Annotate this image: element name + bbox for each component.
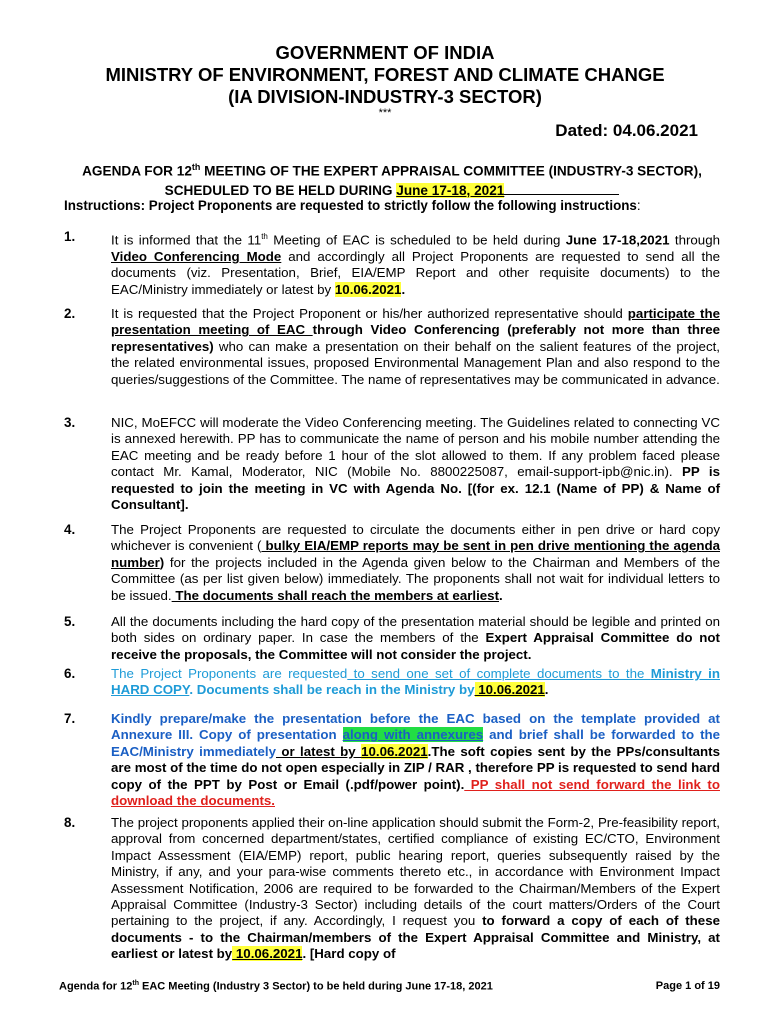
item-vc-note: through Video Conferencing (preferably not more than three representatives) (111, 322, 720, 354)
item-text (111, 415, 720, 513)
item-annexures: along with annexures (342, 727, 484, 743)
item-text-part: It is requested that the Project Proponent or his/her authorized representative should (111, 306, 628, 321)
page-number: Page 1 of 19 (655, 980, 720, 992)
header-government: GOVERNMENT OF INDIA (275, 42, 495, 63)
header-division: (IA DIVISION-INDUSTRY-3 SECTOR) (228, 86, 542, 107)
item-text (111, 815, 720, 963)
instructions-colon: : (636, 198, 641, 213)
item-text (111, 522, 720, 604)
item-text (111, 306, 720, 388)
item-text-part: ) (159, 554, 165, 570)
footer-title-pre: Agenda for 12 (59, 980, 133, 993)
document-date: Dated: 04.06.2021 (555, 121, 698, 140)
item-text-part: . (401, 281, 406, 297)
item-pen-drive-note: bulky EIA/EMP reports may be sent in pen drive mentioning the agenda number (111, 538, 720, 570)
item-text-part: . (302, 946, 307, 962)
item-send-note: to send one set of complete documents to the (347, 666, 651, 681)
item-deadline: 10.06.2021 (474, 682, 545, 698)
item-text-part: The Project Proponents are requested (111, 666, 348, 681)
item-number: 1. (64, 229, 76, 244)
item-hard-copy: Ministry in HARD COPY (111, 666, 720, 698)
item-number: 5. (64, 614, 76, 629)
item-deadline: 10.06.2021 (361, 743, 428, 759)
item-deadline: 10.06.2021 (232, 946, 303, 962)
item-reach-note: The documents shall reach the members at earliest (171, 587, 499, 603)
item-vc-mode: Video Conferencing Mode (111, 248, 282, 264)
item-deadline: 10.06.2021 (334, 281, 402, 297)
item-number: 2. (64, 306, 76, 321)
item-text-part: Kindly prepare/make the presentation before the EAC based on the template provided at Annexure III. Copy of presentation (111, 711, 720, 743)
item-text (111, 229, 720, 298)
item-number: 7. (64, 711, 76, 726)
item-text-part: . Documents shall be reach in the Ministry by (189, 682, 475, 698)
agenda-title-sup: th (191, 162, 201, 172)
item-text-part: . (544, 682, 549, 698)
item-text (111, 666, 720, 699)
item-text-part: . (427, 743, 432, 759)
item-text-part: NIC, MoEFCC will moderate the Video Conferencing meeting. The Guidelines related to connecting VC is annexed herewith. PP has to communicate the name of person and his mobile number attending the EAC meeting and be ready before 1 hour of the slot allowed to them. If any problem faced please contact Mr. Kamal, Moderator, NIC (Mobile No. 8800225087, email-support-ipb@nic.in). (111, 415, 720, 480)
item-number: 4. (64, 522, 76, 537)
item-text-part: The Project Proponents are requested to circulate the documents either in pen drive or hard copy whichever is convenient ( (111, 522, 720, 554)
header-ministry: MINISTRY OF ENVIRONMENT, FOREST AND CLIMATE CHANGE (105, 64, 665, 85)
header-stars: *** (378, 107, 392, 119)
agenda-title-pre: AGENDA FOR 12 (82, 163, 192, 179)
item-text-part: and brief shall be forwarded to the EAC/Ministry immediately (111, 727, 721, 759)
instructions-lead: Instructions: Project Proponents are requested to strictly follow the following instructions (64, 198, 637, 213)
item-number: 3. (64, 415, 76, 430)
instructions-heading (64, 198, 641, 213)
agenda-meeting-date: June 17-18, 2021 (396, 182, 505, 198)
item-text-part: through (669, 232, 720, 248)
item-text (111, 711, 720, 809)
item-meeting-dates: June 17-18,2021 (565, 232, 670, 248)
item-text-part: and accordingly all Project Proponents are requested to send all the documents (viz. Presentation, Brief, EIA/EMP Report and other requisite documents) to the EAC/Ministry immediately or latest by (111, 248, 721, 297)
item-participate: participate the presentation meeting of EAC (111, 306, 720, 338)
agenda-title-post: MEETING OF THE EXPERT APPRAISAL COMMITTEE (INDUSTRY-3 SECTOR), SCHEDULED TO BE HELD DURING (164, 163, 702, 198)
item-soft-copy-note: The soft copies sent by the PPs/consultants are most of the time do not open especially in ZIP / RAR , therefore PP is requested to send hard copy of the PPT by Post or Email (.pdf/power point). (111, 743, 721, 792)
item-number: 8. (64, 815, 76, 830)
item-text-part: The project proponents applied their on-line application should submit the Form-2, Pre-feasibility report, approval from concerned department/states, certified compliance of existing EC/CTO, Environment Impact Assessment (EIA/EMP) report, public hearing report, queries subsequently raised by the Ministry, if any, and your para-wise comments thereto etc., in accordance with Environment Impact Assessment Notification, 2006 are required to be forwarded to the Chairman/Members of the Expert Appraisal Committee (Industry-3 Sector) including details of the court matters/Orders of the Court pertaining to the project, if any. Accordingly, I request you (111, 815, 720, 929)
item-number: 6. (64, 666, 76, 681)
item-text-part: [Hard copy of (306, 946, 396, 962)
footer-title-sup: th (132, 980, 139, 987)
agenda-underline (504, 183, 619, 195)
footer-title (59, 980, 493, 993)
item-text-part: Meeting of EAC is scheduled to be held during (267, 232, 566, 248)
item-text-part: It is informed that the 11 (111, 232, 262, 248)
item-forward-note: to forward a copy of each of these documents - to the Chairman/members of the Expert Appraisal Committee and Ministry, at earliest or latest by (111, 913, 720, 962)
item-text-part: for the projects included in the Agenda given below to the Chairman and Members of the Committee (as per list given below) immediately. The proponents shall not wait for individual letters to be issued. (111, 554, 720, 603)
item-text-part: who can make a presentation on their behalf on the salient features of the project, the related environmental issues, proposed Environmental Management Plan and also respond to the queries/suggestions of the Committee. The name of representatives may be communicated in advance. (111, 338, 720, 387)
item-link-warning: PP shall not send forward the link to download the documents. (111, 776, 720, 809)
item-text (111, 614, 720, 663)
item-text-sup: th (261, 232, 268, 241)
agenda-title (62, 158, 722, 200)
item-text-part: or latest by (276, 743, 362, 759)
item-committee-note: Expert Appraisal Committee do not receive the proposals, the Committee will not consider the project. (111, 630, 720, 662)
footer-title-post: EAC Meeting (Industry 3 Sector) to be held during June 17-18, 2021 (138, 980, 493, 993)
item-join-note: PP is requested to join the meeting in VC with Agenda No. [(for ex. 12.1 (Name of PP) & Name of Consultant]. (111, 464, 720, 513)
item-text-part: All the documents including the hard copy of the presentation material should be legible and printed on both sides on ordinary paper. In case the members of the (111, 614, 720, 646)
item-text-part: . (499, 587, 503, 603)
